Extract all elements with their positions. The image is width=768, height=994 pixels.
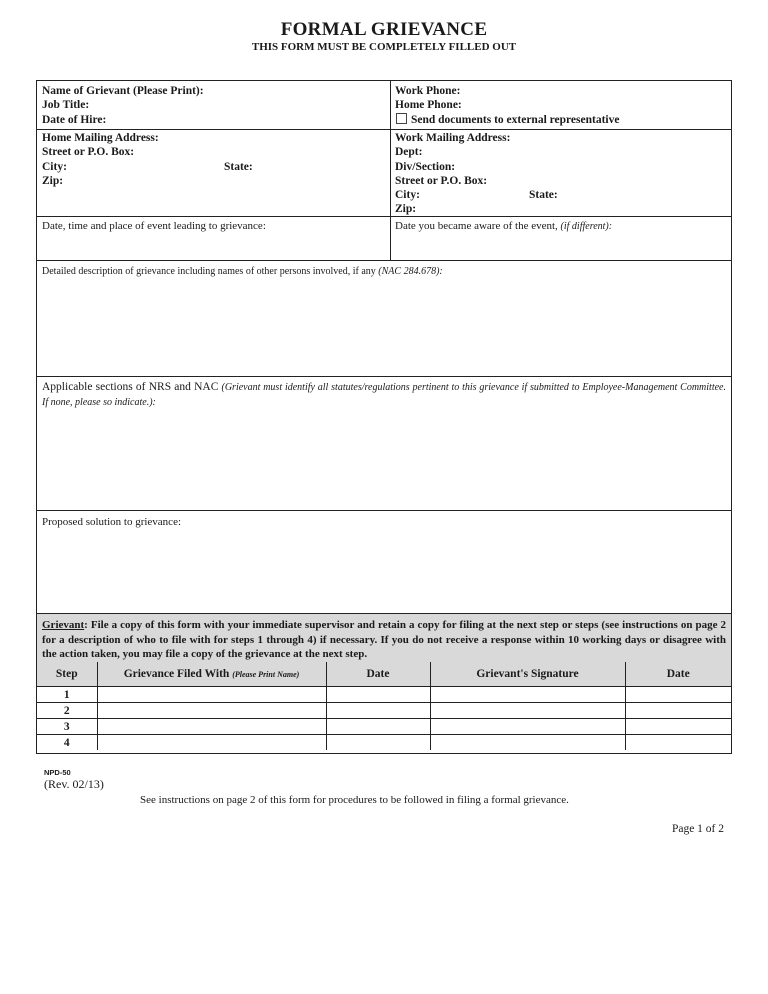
work-city-field[interactable]: City: <box>395 189 420 202</box>
work-zip-field[interactable]: Zip: <box>395 203 417 216</box>
signature-cell[interactable] <box>430 687 625 703</box>
grievant-name-field[interactable]: Name of Grievant (Please Print): <box>42 85 204 97</box>
event-section <box>37 216 731 260</box>
filing-notice <box>37 613 731 662</box>
home-street-field[interactable]: Street or P.O. Box: <box>42 146 135 159</box>
date-cell[interactable] <box>326 735 430 751</box>
table-row <box>37 687 731 703</box>
step-number: 2 <box>37 703 97 719</box>
date-cell[interactable] <box>326 703 430 719</box>
date-aware-field[interactable] <box>395 219 612 234</box>
page-number: Page 1 of 2 <box>671 823 724 835</box>
step-number: 1 <box>37 687 97 703</box>
form-subtitle: THIS FORM MUST BE COMPLETELY FILLED OUT <box>251 41 517 53</box>
event-date-field[interactable]: Date, time and place of event leading to grievance: <box>42 220 266 232</box>
date-cell-2[interactable] <box>625 719 731 735</box>
signature-cell[interactable] <box>430 703 625 719</box>
filed-with-header-label: Grievance Filed With <box>123 668 230 680</box>
solution-label: Proposed solution to grievance: <box>42 516 182 528</box>
work-mailing-address-label: Work Mailing Address: <box>395 132 511 144</box>
signature-header: Grievant's Signature <box>430 662 625 687</box>
job-title-field[interactable]: Job Title: <box>42 99 90 112</box>
date-cell[interactable] <box>326 719 430 735</box>
signature-cell[interactable] <box>430 719 625 735</box>
filed-with-cell[interactable] <box>97 687 326 703</box>
statutes-note: (Grievant must identify all statutes/regulations pertinent to this grievance if submitted to Employee-Management Committee. If none, please so indicate.): <box>42 382 726 408</box>
date-cell-2[interactable] <box>625 687 731 703</box>
date-header: Date <box>326 662 430 687</box>
grievance-form <box>36 80 732 754</box>
home-phone-field[interactable]: Home Phone: <box>395 99 462 112</box>
send-documents-checkbox[interactable] <box>396 113 407 124</box>
home-state-field[interactable]: State: <box>224 160 253 173</box>
filed-with-cell[interactable] <box>97 719 326 735</box>
notice-lead: Grievant <box>42 619 85 631</box>
send-documents-option <box>395 113 619 127</box>
form-code: NPD-50 <box>44 768 71 777</box>
work-phone-field[interactable]: Work Phone: <box>395 85 461 97</box>
home-city-field[interactable]: City: <box>42 160 67 173</box>
revision-date: (Rev. 02/13) <box>44 777 104 791</box>
filed-with-header <box>97 662 326 687</box>
statutes-section[interactable] <box>37 376 731 510</box>
dept-field[interactable]: Dept: <box>395 146 423 159</box>
filed-with-cell[interactable] <box>97 703 326 719</box>
statutes-label: Applicable sections of NRS and NAC <box>42 381 219 393</box>
steps-table <box>37 662 731 750</box>
table-row <box>37 735 731 751</box>
work-street-field[interactable]: Street or P.O. Box: <box>395 174 488 187</box>
step-header: Step <box>37 662 97 687</box>
instructions-note: See instructions on page 2 of this form for procedures to be followed in filing a formal grievance. <box>140 794 569 806</box>
grievant-info-section <box>37 81 731 129</box>
solution-section[interactable] <box>37 510 731 613</box>
step-number: 4 <box>37 735 97 751</box>
notice-text: : File a copy of this form with your immediate supervisor and retain a copy for filing at the next step or steps (see instructions on page 2 for a description of who to file with for steps 1 through 4) if necessary. If you do not receive a response within 10 working days or disagree with the action taken, you may file a copy of the grievance at the next step. <box>42 619 726 660</box>
date-of-hire-field[interactable]: Date of Hire: <box>42 113 107 126</box>
home-zip-field[interactable]: Zip: <box>42 174 64 187</box>
address-section <box>37 129 731 216</box>
filed-with-cell[interactable] <box>97 735 326 751</box>
date-aware-label: Date you became aware of the event, <box>395 220 558 232</box>
description-label: Detailed description of grievance including names of other persons involved, if any <box>42 266 376 277</box>
description-ref: (NAC 284.678): <box>378 266 443 277</box>
step-number: 3 <box>37 719 97 735</box>
date-cell-2[interactable] <box>625 735 731 751</box>
description-section[interactable] <box>37 260 731 376</box>
date-cell[interactable] <box>326 687 430 703</box>
table-row <box>37 703 731 719</box>
date-aware-note: (if different): <box>560 221 613 232</box>
filed-with-header-note: (Please Print Name) <box>232 670 300 679</box>
form-title: FORMAL GRIEVANCE <box>280 19 488 40</box>
date-cell-2[interactable] <box>625 703 731 719</box>
signature-cell[interactable] <box>430 735 625 751</box>
date-header-2: Date <box>625 662 731 687</box>
div-section-field[interactable]: Div/Section: <box>395 160 456 173</box>
send-documents-label: Send documents to external representative <box>411 113 620 126</box>
work-state-field[interactable]: State: <box>529 189 558 202</box>
steps-header-row <box>37 662 731 687</box>
home-mailing-address-label: Home Mailing Address: <box>42 132 159 144</box>
table-row <box>37 719 731 735</box>
